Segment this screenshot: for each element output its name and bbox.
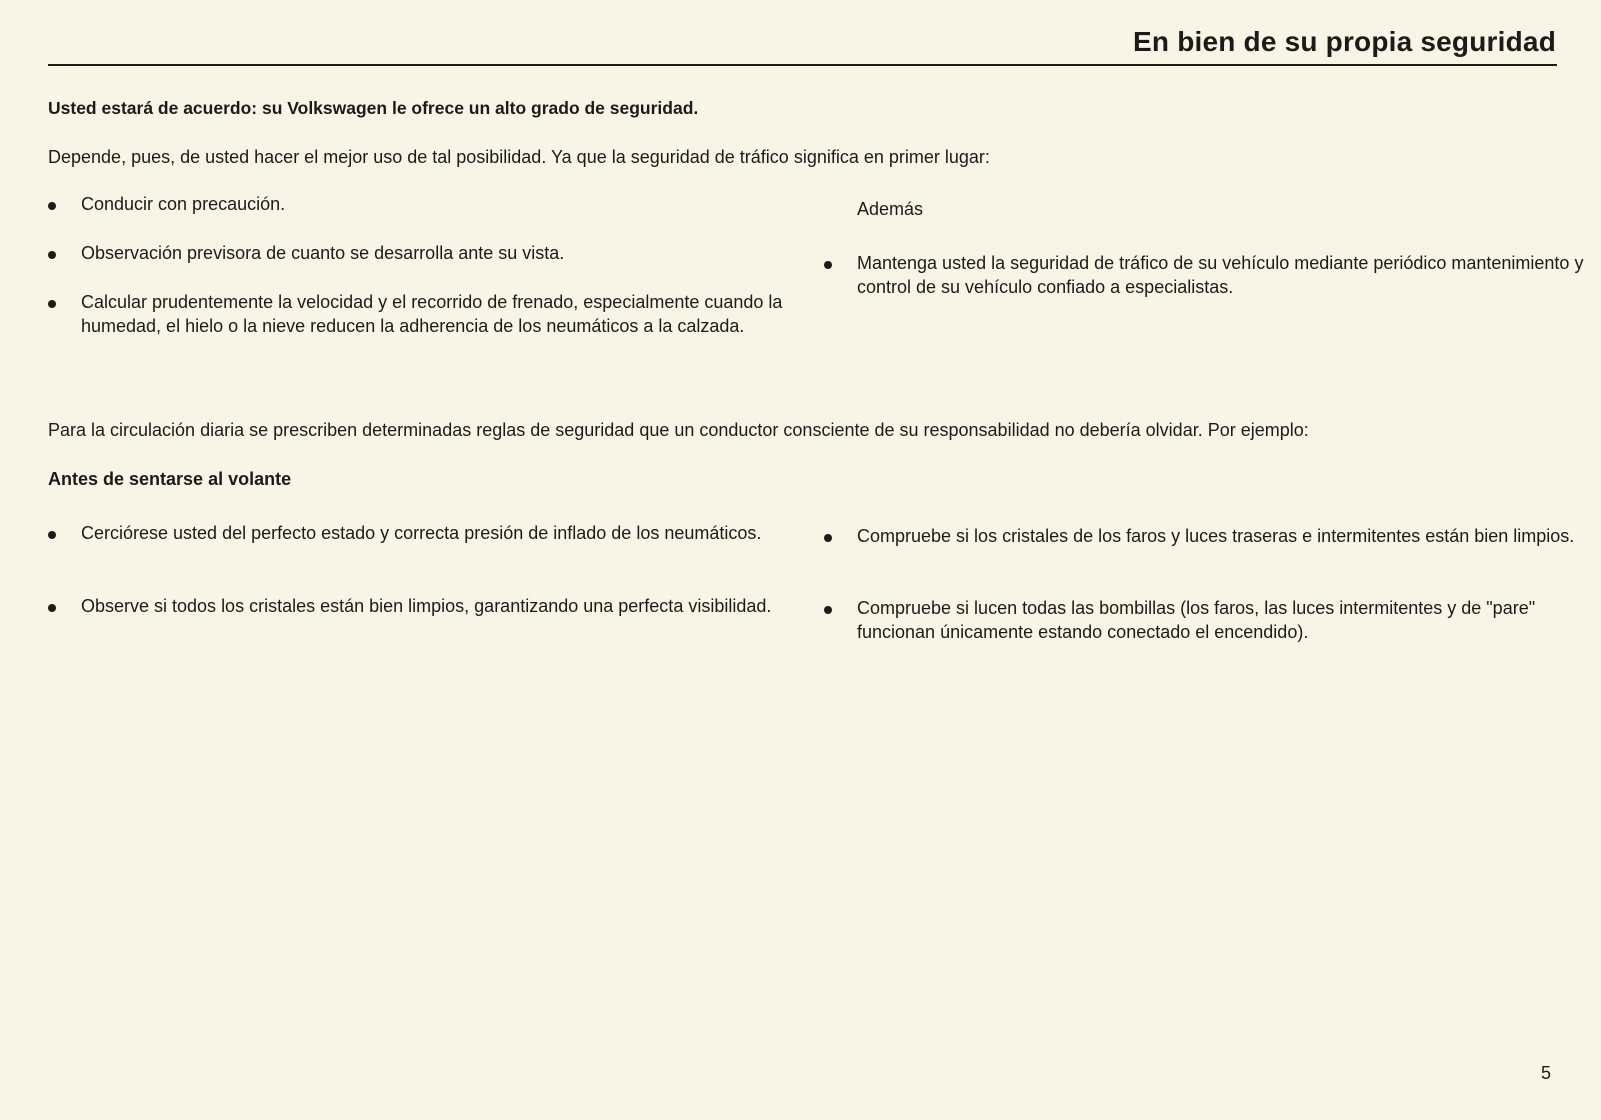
list-item-text: Cerciórese usted del perfecto estado y correcta presión de inflado de los neumáticos. bbox=[81, 523, 762, 543]
page-number: 5 bbox=[1540, 1063, 1551, 1083]
list-item-text: Observación previsora de cuanto se desarrolla ante su vista. bbox=[81, 243, 565, 263]
bullet-icon bbox=[48, 604, 56, 612]
list-item bbox=[48, 192, 808, 216]
list-item bbox=[48, 241, 808, 265]
list-item bbox=[48, 290, 808, 338]
bullet-icon bbox=[48, 202, 56, 210]
list-item bbox=[824, 251, 1594, 299]
ademas-label: Además bbox=[857, 199, 924, 219]
lead-sentence: Usted estará de acuerdo: su Volkswagen le ofrece un alto grado de seguridad. bbox=[48, 98, 699, 118]
list-item-text: Compruebe si los cristales de los faros y luces traseras e intermitentes están bien limpios. bbox=[857, 526, 1575, 546]
page-title: En bien de su propia seguridad bbox=[1133, 26, 1556, 57]
bullet-icon bbox=[48, 531, 56, 539]
section-heading: Antes de sentarse al volante bbox=[48, 469, 292, 489]
list-item bbox=[48, 521, 808, 545]
list-item-text: Observe si todos los cristales están bien limpios, garantizando una perfecta visibilidad. bbox=[81, 596, 772, 616]
intro-paragraph: Depende, pues, de usted hacer el mejor uso de tal posibilidad. Ya que la seguridad de tráfico significa en primer lugar: bbox=[48, 147, 990, 167]
list-item-text: Conducir con precaución. bbox=[81, 194, 286, 214]
list-item bbox=[824, 524, 1594, 548]
bullet-icon bbox=[48, 251, 56, 259]
header-rule bbox=[48, 64, 1557, 66]
bullet-icon bbox=[824, 534, 832, 542]
bullet-icon bbox=[824, 606, 832, 614]
list-item-text: Calcular prudentemente la velocidad y el recorrido de frenado, especialmente cuando la humedad, el hielo o la nieve reducen la adherencia de los neumáticos a la calzada. bbox=[81, 292, 783, 336]
list-item bbox=[48, 594, 808, 618]
bullet-icon bbox=[48, 300, 56, 308]
list-item-text: Mantenga usted la seguridad de tráfico de su vehículo mediante periódico mantenimiento y control de su vehículo confiado a especialistas. bbox=[857, 253, 1584, 297]
list-item-text: Compruebe si lucen todas las bombillas (los faros, las luces intermitentes y de "pare" funcionan únicamente estando conectado el encendido). bbox=[857, 598, 1536, 642]
bullet-icon bbox=[824, 261, 832, 269]
rules-paragraph: Para la circulación diaria se prescriben determinadas reglas de seguridad que un conductor consciente de su responsabilidad no debería olvidar. Por ejemplo: bbox=[48, 420, 1309, 440]
list-item bbox=[824, 596, 1594, 644]
